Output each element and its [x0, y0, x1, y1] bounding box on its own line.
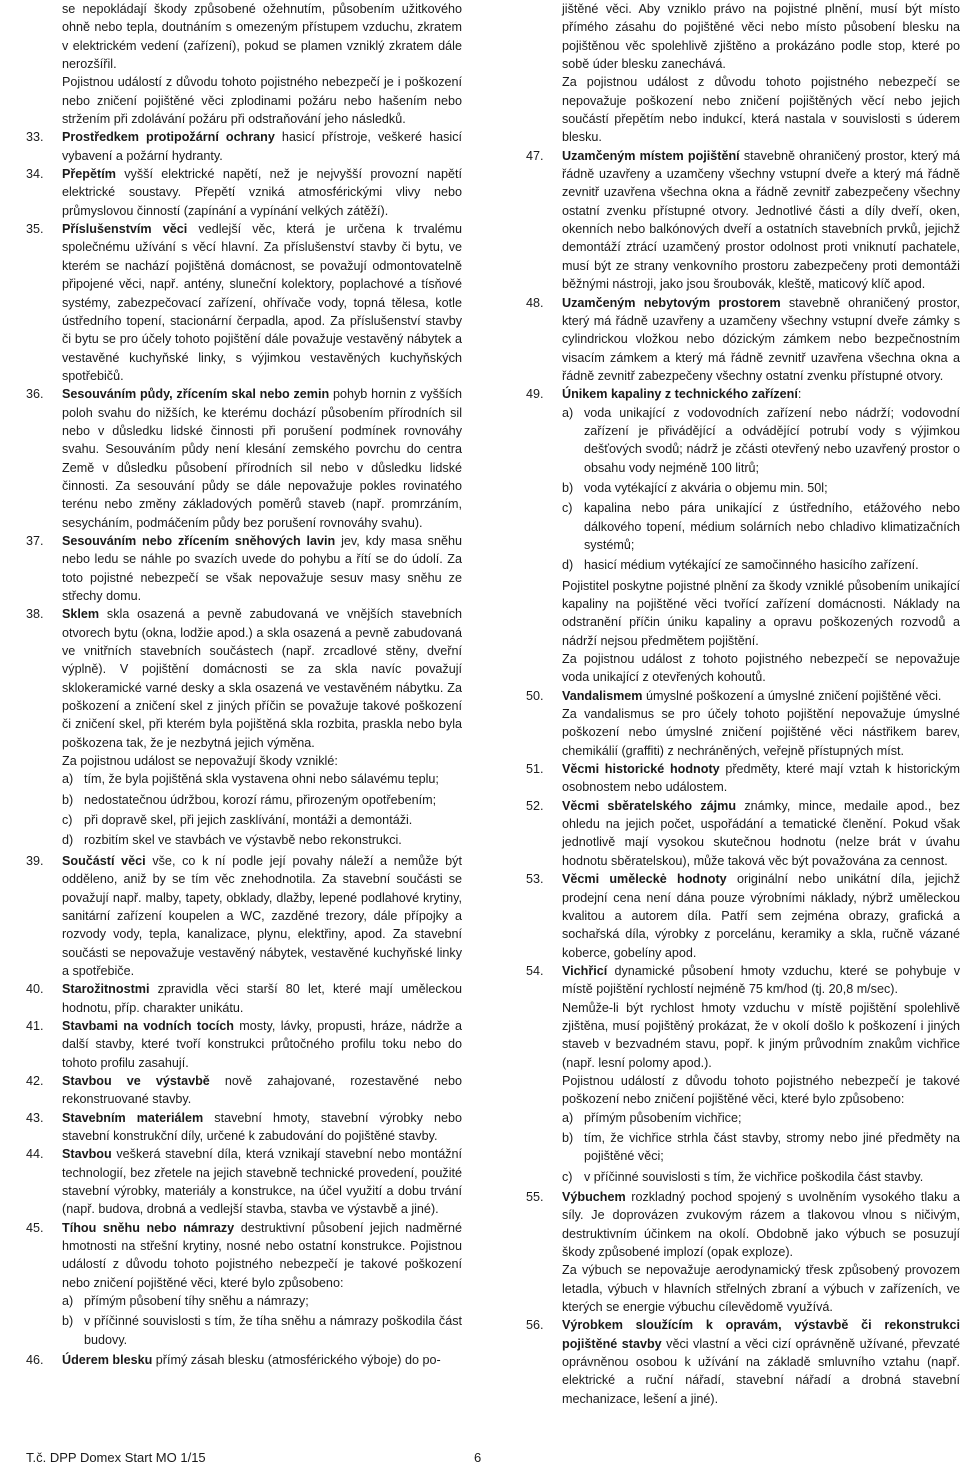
definition-text: mosty, lávky, propusti, hráze, nádrže a další stavby, které tvoří konstrukci průtočného profilu toku nebo do tohoto profilu zasahují.: [62, 1018, 462, 1070]
definition-text: pohyb hornin z vyšších poloh svahu do nižších, ke kterému dochází působením přírodních sil nebo v důsledku lidské činnosti při porušení podmínek rovnováhy svahu. Sesouváním půdy není klesání zemského povrchu do centra Země v důsledku působení přírodních sil nebo v důsledku lidské činnosti. Za sesouvání půdy se dále nepovažuje pokles rovinatého terénu nebo změny základových poměrů staveb (např. promrzáním, sesycháním, podmáčením půdy bez porušení rovnováhy svahu).: [62, 387, 462, 530]
term: Úderem blesku: [62, 1353, 153, 1368]
definition-53: [526, 870, 960, 962]
paragraph: Pojistnou událostí z důvodu tohoto pojistného nebezpečí je takové poškození nebo zničení pojištěné věci, které bylo způsobeno:: [562, 1073, 960, 1107]
definition-38: [26, 605, 462, 752]
list-item: [526, 556, 960, 574]
item-number: 40.: [26, 982, 44, 997]
list-item: [526, 499, 960, 554]
item-number: 39.: [26, 853, 44, 868]
definition-50: [526, 687, 960, 705]
list-item: [26, 791, 462, 809]
definition-text: jev, kdy masa sněhu nebo ledu se náhle po svazích uvede do pohybu a řítí se do údolí. Za toto pojistné nebezpečí se však nepovažuje sesuv masy sněhu ze střechy domu.: [62, 533, 462, 603]
term: Uzamčeným nebytovým prostorem: [562, 295, 781, 310]
definition-45: [26, 1219, 462, 1292]
definition-47: [526, 147, 960, 294]
paragraph: Za pojistnou událost z důvodu tohoto pojistného nebezpečí se nepovažuje poškození nebo zničení pojištěných věcí nebo jejich součástí přepětím nebo indukcí, která nastala v souvislosti s úderem blesku.: [562, 75, 960, 145]
list-text: hasicí médium vytékající ze samočinného hasicího zařízení.: [584, 558, 919, 573]
list-item: [26, 831, 462, 849]
item-number: 36.: [26, 387, 44, 402]
term: Uzamčeným místem pojištění: [562, 148, 740, 163]
definition-42: [26, 1072, 462, 1109]
term: Prostředkem protipožární ochrany: [62, 130, 275, 145]
item-number: 33.: [26, 130, 44, 145]
definition-52: [526, 797, 960, 870]
term: Věcmi sběratelského zájmu: [562, 798, 737, 813]
page-number: 6: [474, 1450, 482, 1465]
list-text: nedostatečnou údržbou, korozí rámu, přirozeným opotřebením;: [84, 792, 437, 807]
definition-40: [26, 980, 462, 1017]
paragraph: se nepokládají škody způsobené ožehnutím, působením užitkového ohně nebo tepla, doutnáním s omezeným přístupem vzduchu, zkratem v elektrickém vedení (zařízení), pokud se plamen vzniklý zkratem dále nerozšířil.: [62, 2, 462, 72]
list-letter: b): [62, 792, 74, 807]
definition-text: hasicí přístroje, veškeré hasicí vybavení a požární hydranty.: [62, 130, 462, 163]
paragraph: Za pojistnou událost se nepovažují škody vzniklé:: [62, 754, 338, 769]
definition-51: [526, 760, 960, 797]
definition-56: [526, 1316, 960, 1408]
term: Věcmi uměleckė hodnoty: [562, 872, 727, 887]
list-letter: d): [62, 833, 74, 848]
left-column: [26, 0, 462, 1369]
item-number: 45.: [26, 1220, 44, 1235]
list-item: [526, 479, 960, 497]
definition-54: [526, 962, 960, 999]
definition-text: dynamické působení hmoty vzduchu, které se pohybuje v místě pojištění rychlostí nejméně 75 km/hod (tj. 20,8 m/sec).: [562, 963, 960, 997]
definition-34: [26, 165, 462, 220]
item-number: 37.: [26, 533, 44, 548]
term: Vichřicí: [562, 963, 608, 978]
item-number: 56.: [526, 1318, 544, 1333]
paragraph: Pojistnou událostí z důvodu tohoto pojistného nebezpečí je i poškození nebo zničení pojištěné věci zplodinami požáru nebo hašením nebo stržením při zdolávání požáru při odstraňování jeho následků.: [62, 75, 462, 127]
item-number: 35.: [26, 222, 44, 237]
definition-text: úmyslné poškození a úmyslné zničení pojištěné věci.: [642, 688, 942, 703]
list-text: v příčinné souvislosti s tím, že vichřice poškodila část stavby.: [584, 1169, 924, 1184]
item-number: 53.: [526, 872, 544, 887]
definition-36: [26, 385, 462, 532]
definition-text: předměty, které mají vztah k historickým osobnostem nebo událostem.: [562, 762, 960, 795]
item-number: 49.: [526, 387, 544, 402]
list-text: kapalina nebo pára unikající z ústředního, etážového nebo dálkového topení, médium solárních nebo chladivo klimatizačních systémů;: [584, 501, 960, 552]
definition-text: stavebně ohraničený prostor, který má řádně uzavřeny a uzamčeny všechny vstupní dveře zámky s cylindrickou vložkou nebo dózickým zámkem nebo bezpečnostním visacím zámkem a který má řádně zevnitř uzavřena všechna okna a řádně zevnitř zabezpečeny všechny ostatní zvenku přístupné otvory.: [562, 295, 960, 383]
term: Sesouváním nebo zřícením sněhových lavin: [62, 533, 336, 548]
item-number: 51.: [526, 762, 544, 777]
item-number: 43.: [26, 1110, 44, 1125]
item-number: 48.: [526, 295, 544, 310]
definition-text: známky, mince, medaile apod., bez ohledu na jejich počet, uspořádání a tematické členění. Pokud však jednotlivě mají vysokou skutečnou hodnotu (nelze brát v úvahu hodnotu sběratelskou), může taková věc být považována za cennost.: [562, 798, 960, 868]
definition-text: zpravidla věci starší 80 let, které mají uměleckou hodnotu, příp. charakter unikátu.: [62, 982, 462, 1015]
item-number: 41.: [26, 1018, 44, 1033]
item-number: 52.: [526, 798, 544, 813]
definition-46: [26, 1351, 462, 1369]
list-item: [526, 1168, 960, 1186]
definition-48: [526, 294, 960, 386]
item-number: 42.: [26, 1073, 44, 1088]
item-number: 34.: [26, 167, 44, 182]
item-number: 50.: [526, 688, 544, 703]
definition-text: nově zahajované, rozestavěné nebo rekonstruované stavby.: [62, 1073, 462, 1107]
definition-41: [26, 1017, 462, 1072]
term: Stavbou ve výstavbě: [62, 1073, 210, 1088]
list-item: [26, 811, 462, 829]
definition-44: [26, 1145, 462, 1218]
definition-text: přímý zásah blesku (atmosférického výboje) do po-: [152, 1353, 441, 1368]
list-text: voda vytékající z akvária o objemu min. 50l;: [584, 480, 828, 495]
item-number: 44.: [26, 1147, 44, 1162]
list-item: [26, 1312, 462, 1349]
definition-text: destruktivní působení jejich nadměrné hmotnosti na střešní krytiny, nosné nebo ostatní konstrukce. Pojistnou událostí z důvodu tohoto pojistného nebezpečí je takové poškození nebo zničení pojištěné věci, které bylo způsobeno:: [62, 1220, 462, 1290]
definition-text: vedlejší věc, která je určena k trvalému společnému užívání s věcí hlavní. Za příslušenství stavby či bytu, ve kterém se nachází pojištěná domácnost, se považují odmontovatelně připojené věci, např. antény, sluneční kolektory, poplachové a tísňové systémy, zabezpečovací zařízení, ohřívače vody, topná tělesa, kotle ústředního topení, stacionární čerpadla, apod. Za příslušenství stavby či bytu se pro účely tohoto pojištění dále považuje vestavěný nábytek a vestavěné kuchyňské linky, s výjimkou vestavěných kuchyňských spotřebičů.: [62, 222, 463, 383]
term: Součástí věci: [62, 853, 146, 868]
definition-39: [26, 852, 462, 980]
paragraph: Za výbuch se nepovažuje aerodynamický třesk způsobený provozem letadla, výbuch v hlavních střelných zbraní a výbuch v zařízeních, ve kterých se energie výbuchu cílevědomě využívá.: [562, 1263, 960, 1315]
term: Vandalismem: [562, 688, 643, 703]
list-item: [526, 404, 960, 477]
list-text: rozbitím skel ve stavbách ve výstavbě nebo rekonstrukci.: [84, 833, 402, 848]
list-text: tím, že vichřice strhla část stavby, stromy nebo jiné předměty na pojištěné věci;: [584, 1130, 960, 1164]
term: Výbuchem: [562, 1190, 626, 1204]
list-letter: c): [62, 813, 73, 828]
term: Věcmi historické hodnoty: [562, 762, 720, 777]
list-letter: a): [62, 772, 74, 787]
paragraph: Pojistitel poskytne pojistné plnění za škody vzniklé působením unikající kapaliny na pojištěné věci tvořící zařízení domácnosti. Náklady na odstranění příčin úniku kapaliny a opravu poškozených rozvodů a nádrží nejsou předmětem pojištění.: [562, 578, 960, 648]
list-letter: a): [62, 1294, 74, 1309]
term: Výrobkem sloužícím k opravám, výstavbě či rekonstrukci pojištěné stavby: [562, 1318, 960, 1351]
definition-text: :: [797, 387, 802, 402]
term: Tíhou sněhu nebo námrazy: [62, 1220, 235, 1235]
term: Přepětím: [62, 167, 116, 182]
paragraph: Za vandalismus se pro účely tohoto pojištění nepovažuje úmyslné poškození nebo úmyslné zničení pojištěné věci nástřikem barev, chemikálií (graffiti) z nechráněných, veřejně přístupných míst.: [562, 707, 960, 758]
document-code: T.č. DPP Domex Start MO 1/15: [26, 1450, 206, 1465]
definition-text: stavební hmoty, stavební výrobky nebo stavební konstrukční díly, určené k zabudování do pojištěné stavby.: [62, 1110, 462, 1143]
list-letter: d): [562, 558, 574, 573]
term: Starožitnostmi: [62, 982, 150, 997]
list-text: voda unikající z vodovodních zařízení nebo nádrží; vodovodní zařízení je přivádějící a odvádějící potrubí vody s výjimkou dešťových svodů; nádrž je zčásti otevřený nebo uzavřený prostor o obsahu vody nejméně 100 litrů;: [584, 405, 960, 475]
list-letter: b): [562, 480, 574, 495]
term: Sesouváním půdy, zřícením skal nebo zemin: [62, 387, 330, 402]
term: Stavbami na vodních tocích: [62, 1018, 234, 1033]
definition-text: vyšší elektrické napětí, než je nejvyšší provozní napětí elektrické soustavy. Přepětí vzniká atmosférickými vlivy nebo průmyslovou činností (zapínání a vypínání velkých zátěží).: [62, 167, 462, 218]
definition-text: rozkladný pochod spojený s uvolněním vysokého tlaku a síly. Je doprovázen zvukovým rázem a tlakovou vlnou s ničivým, destruktivním účinkem na okolí. Obdobně jako výbuch se posuzují škody způsobené implozí (opak exploze).: [562, 1190, 960, 1260]
list-letter: a): [562, 1110, 574, 1125]
list-item: [26, 1292, 462, 1310]
definition-37: [26, 532, 462, 605]
definition-text: veškerá stavební díla, která vznikají stavební nebo montážní technologií, bez zřetele na jejich stavebně technické provedení, použité stavební výrobky, materiály a konstrukce, na účel využití a dobu trvání (např. budova, drobná a vedlejší stavba, stavba ve výstavbě a jiné).: [62, 1147, 462, 1217]
paragraph: Za pojistnou událost z tohoto pojistného nebezpečí se nepovažuje voda unikající z otevřených kohoutů.: [562, 652, 960, 685]
definition-43: [26, 1109, 462, 1146]
definition-text: originální nebo unikátní díla, jejichž prodejní cena není dána pouze výrobními náklady, nýbrž uměleckou kvalitou a autorem díla. Patří sem zejména obrazy, grafická a sochařská díla, výrobky z porcelánu, keramiky a skla, ručně vázané koberce, gobelíny apod.: [562, 872, 960, 960]
term: Sklem: [62, 607, 100, 622]
definition-55: [526, 1188, 960, 1261]
list-letter: a): [562, 405, 574, 420]
item-number: 38.: [26, 607, 44, 622]
list-text: přímým působení tíhy sněhu a námrazy;: [84, 1294, 309, 1309]
list-letter: c): [562, 1169, 573, 1184]
list-item: [526, 1129, 960, 1166]
list-letter: b): [62, 1314, 74, 1329]
term: Stavbou: [62, 1147, 112, 1162]
item-number: 46.: [26, 1353, 44, 1368]
definition-33: [26, 128, 462, 165]
term: Stavebním materiálem: [62, 1110, 204, 1125]
term: Příslušenstvím věci: [62, 222, 188, 237]
list-text: tím, že byla pojištěná skla vystavena ohni nebo sálavému teplu;: [84, 772, 439, 787]
list-text: přímým působením vichřice;: [584, 1110, 742, 1125]
definition-text: skla osazená a pevně zabudovaná ve vnějších stavebních otvorech bytu (okna, lodžie apod.) a skla osazená a pevně zabudovaná ve vnitřních stavebních součástech (např. zrcadlové stěny, dveřní výplně). V pojištění domácnosti se za skla navíc považují sklokeramické varné desky a skla osazená ve vestavěném nábytku. Za poškození a zničení skel z jiných příčin se považuje takové poškození či zničení skel, při kterém byla pojištěná skla rozbita, praskla nebo byla poškozena tak, že je nezbytná jejich výměna.: [62, 607, 462, 750]
paragraph: jištěné věci. Aby vzniklo právo na pojistné plnění, musí být místo přímého zásahu do pojištěné věci nebo místo působení blesku na pojištěnou věc spolehlivě zjištěno a prokázáno podle stop, které po sobě úder blesku zanechává.: [562, 2, 960, 72]
item-number: 55.: [526, 1190, 544, 1204]
paragraph: Nemůže-li být rychlost hmoty vzduchu v místě pojištění spolehlivě zjištěna, musí pojištěný prokázat, že v okolí došlo k poškození i jiných staveb v bezvadném stavu, popř. k jiným průvodním znakům vichřice (např. lesní polomy apod.).: [562, 1000, 960, 1070]
definition-text: věci vlastní a věci cizí oprávněně užívané, převzaté oprávněnou osobou k užívání na základě smluvního vztahu (např. elektrické a ruční nářadí, stavební nářadí a drobná stavební mechanizace, lešení a jiné).: [562, 1336, 960, 1406]
definition-text: vše, co k ní podle její povahy náleží a nemůže být odděleno, aniž by se tím věc znehodnotila. Za stavební součásti se považují např. malby, tapety, obklady, dlažby, lepené podlahové krytiny, sanitární zařízení koupelen a WC, zazděné trezory, dále přípojky a rozvody vody, tepla, kanalizace, plynu, elektřiny, apod. Za stavební součásti se nepovažuje vestavěný nábytek, vestavěné kuchyňské linky a spotřebiče.: [62, 853, 462, 978]
definition-text: stavebně ohraničený prostor, který má řádně uzavřeny a uzamčeny všechny vstupní dveře a který má řádně zevnitř uzavřena všechna okna a řádně zevnitř zabezpečeny všechny ostatní zvenku přístupné otvory. Jednotlivé části a díly dveří, oken, okenních nebo balkónových dveří a ostatních stavebních prvků, jejichž demontáží ztrácí uzamčený prostor odolnost proti vniknutí pachatele, musí být ze strany venkovního prostoru zabezpečeny proti demontáži běžnými nástroji, jako jsou šroubovák, kleště, maticový klíč apod.: [562, 148, 960, 292]
term: Únikem kapaliny z technického zařízení: [562, 387, 798, 402]
item-number: 54.: [526, 963, 544, 978]
list-text: při dopravě skel, při jejich zasklívání, montáži a demontáži.: [84, 813, 413, 828]
list-item: [26, 770, 462, 788]
list-item: [526, 1109, 960, 1127]
definition-35: [26, 220, 462, 385]
list-letter: c): [562, 501, 573, 516]
list-letter: b): [562, 1130, 574, 1145]
list-text: v příčinné souvislosti s tím, že tíha sněhu a námrazy poškodila část budovy.: [84, 1314, 462, 1347]
item-number: 47.: [526, 148, 544, 163]
definition-49: [526, 385, 960, 403]
right-column: [526, 0, 960, 1408]
